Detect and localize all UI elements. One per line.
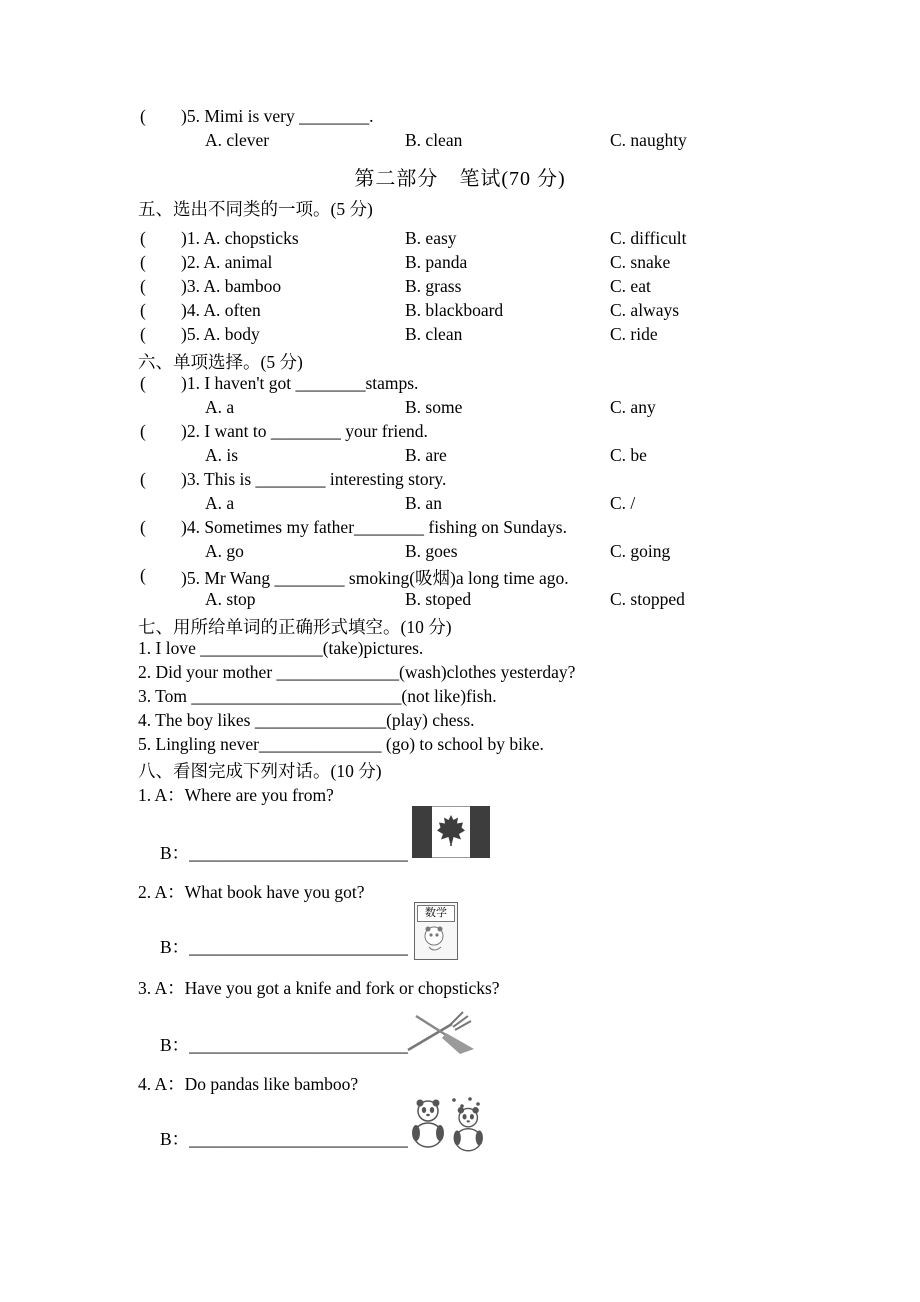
dialog-a-line: 4. A：Do pandas like bamboo? [138,1074,359,1094]
option-c: C. be [610,445,647,465]
option-b: B. some [405,397,463,417]
part2-heading: 第二部分 笔试(70 分) [354,168,566,190]
option-c: C. naughty [610,130,687,150]
answer-bracket: ( [140,252,146,272]
section6-question-line [0,565,920,587]
option-b: B. grass [405,276,462,296]
answer-bracket: ( [140,106,146,126]
section5-row [0,300,920,322]
option-c: C. difficult [610,228,687,248]
option-a: A. is [205,445,239,465]
answer-bracket: ( [140,565,146,585]
fill-item: 2. Did your mother ______________(wash)clothes yesterday? [138,662,576,682]
section6-options-line [0,589,920,611]
section6-options-line [0,541,920,563]
option-c: C. going [610,541,671,561]
section5-row [0,276,920,298]
section5-row [0,324,920,346]
option-b: B. are [405,445,447,465]
option-a: )5. A. body [181,324,260,344]
option-b: B. goes [405,541,458,561]
canada-flag-image [412,806,490,858]
answer-bracket: ( [140,276,146,296]
option-b: B. clean [405,130,463,150]
option-c: C. stopped [610,589,685,609]
dialog-a-line: 1. A：Where are you from? [138,785,334,805]
option-c: C. snake [610,252,671,272]
fill-item: 1. I love ______________(take)pictures. [138,638,424,658]
answer-bracket: ( [140,517,146,537]
carryover-options-line [0,130,920,152]
dialog-b-line: B：_________________________ [160,937,408,957]
section5-title: 五、选出不同类的一项。(5 分) [138,199,373,219]
dialog-b-line: B：_________________________ [160,1129,408,1149]
question-stem: )2. I want to ________ your friend. [181,421,428,441]
dialog-a-line: 3. A：Have you got a knife and fork or chopsticks? [138,978,500,998]
section6-options-line [0,397,920,419]
knife-fork-image [402,1008,476,1056]
answer-bracket: ( [140,300,146,320]
section6-question-line [0,469,920,491]
question-stem: )4. Sometimes my father________ fishing on Sundays. [181,517,567,537]
option-c: C. / [610,493,636,513]
book-cover-doodle [417,923,453,957]
section6-question-line [0,373,920,395]
section6-question-line [0,517,920,539]
option-c: C. eat [610,276,651,296]
question-stem: )5. Mimi is very ________. [181,106,374,126]
answer-bracket: ( [140,373,146,393]
question-stem: )3. This is ________ interesting story. [181,469,447,489]
answer-bracket: ( [140,421,146,441]
section6-options-line [0,493,920,515]
answer-bracket: ( [140,324,146,344]
section6-title: 六、单项选择。(5 分) [138,352,303,372]
option-b: B. easy [405,228,457,248]
option-a: )4. A. often [181,300,261,320]
section5-row [0,252,920,274]
section6-question-line [0,421,920,443]
question-stem: )1. I haven't got ________stamps. [181,373,419,393]
option-a: A. clever [205,130,270,150]
option-b: B. an [405,493,442,513]
fill-item: 3. Tom ________________________(not like)fish. [138,686,497,706]
fill-item: 5. Lingling never______________ (go) to school by bike. [138,734,544,754]
option-c: C. any [610,397,656,417]
question-stem: )5. Mr Wang ________ smoking(吸烟)a long time ago. [181,568,569,588]
section8-title: 八、看图完成下列对话。(10 分) [138,761,382,781]
answer-bracket: ( [140,228,146,248]
carryover-question-line [0,106,920,128]
section6-options-line [0,445,920,467]
book-title-label: 数学 [417,905,455,922]
option-a: A. stop [205,589,256,609]
dialog-b-line: B：_________________________ [160,843,408,863]
option-b: B. clean [405,324,463,344]
option-b: B. panda [405,252,468,272]
option-a: )1. A. chopsticks [181,228,299,248]
option-a: A. go [205,541,244,561]
option-a: A. a [205,397,235,417]
pandas-image [406,1094,498,1154]
option-b: B. blackboard [405,300,504,320]
option-a: )2. A. animal [181,252,273,272]
dialog-a-line: 2. A：What book have you got? [138,882,365,902]
option-b: B. stoped [405,589,472,609]
option-a: )3. A. bamboo [181,276,282,296]
fill-item: 4. The boy likes _______________(play) chess. [138,710,475,730]
section5-row [0,228,920,250]
math-book-image [414,902,458,960]
option-a: A. a [205,493,235,513]
section7-title: 七、用所给单词的正确形式填空。(10 分) [138,617,452,637]
dialog-b-line: B：_________________________ [160,1035,408,1055]
option-c: C. ride [610,324,658,344]
answer-bracket: ( [140,469,146,489]
option-c: C. always [610,300,680,320]
